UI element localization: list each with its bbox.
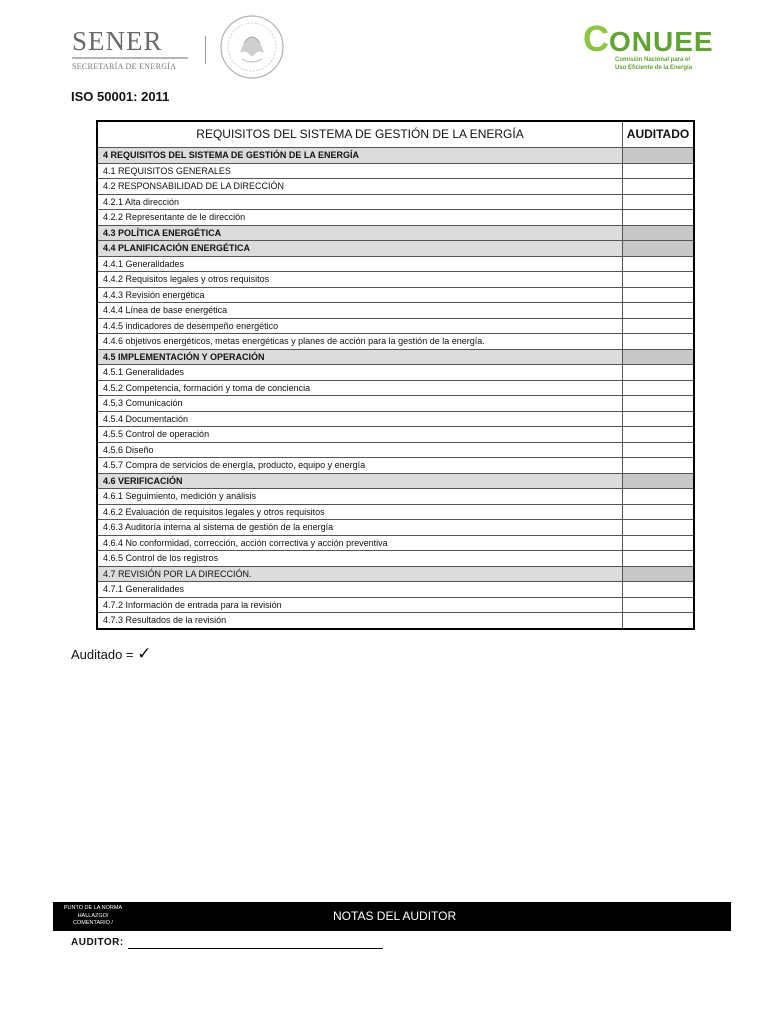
sener-name: SENER: [72, 26, 163, 56]
audited-cell[interactable]: [622, 427, 693, 442]
audited-cell[interactable]: [622, 567, 693, 582]
audited-cell[interactable]: [622, 241, 693, 256]
table-row: [98, 426, 693, 442]
audited-cell[interactable]: [622, 489, 693, 504]
sener-logo: [72, 26, 188, 71]
notes-left-line3: COMENTARIO /: [73, 920, 113, 926]
requirement-text: 4.6.3 Auditoría interna al sistema de gestión de la energía: [103, 522, 334, 532]
requirement-text: 4.3 POLÍTICA ENERGÉTICA: [98, 226, 622, 241]
audited-cell[interactable]: [622, 350, 693, 365]
mexican-eagle-seal-icon: [218, 13, 286, 81]
table-row: [98, 581, 693, 597]
audited-cell[interactable]: [622, 443, 693, 458]
requirement-text: 4.6.4 No conformidad, corrección, acción correctiva y acción preventiva: [103, 537, 388, 548]
requirement-text: 4.5 IMPLEMENTACIÓN Y OPERACIÓN: [98, 350, 622, 365]
conuee-subtitle: [615, 56, 692, 72]
notes-left-line1: PUNTO DE LA NORMA: [63, 905, 123, 911]
table-row: [98, 333, 693, 349]
table-row: [98, 271, 693, 287]
audited-cell[interactable]: [622, 195, 693, 210]
audited-legend: [71, 644, 151, 664]
conuee-initial: C: [583, 18, 609, 59]
requirement-text: 4.5.7 Compra de servicios de energía, producto, equipo y energía: [103, 460, 366, 470]
requirement-text: 4.7 REVISIÓN POR LA DIRECCIÓN.: [98, 567, 622, 582]
requirement-text: 4.4.4 Línea de base energética: [103, 305, 228, 315]
table-row: [98, 380, 693, 396]
auditor-notes-bar: [53, 902, 731, 931]
audited-cell[interactable]: [622, 226, 693, 241]
audited-cell[interactable]: [622, 210, 693, 225]
audited-cell[interactable]: [622, 458, 693, 473]
audited-cell[interactable]: [622, 536, 693, 551]
requirement-text: 4.2.2 Representante de le dirección: [103, 212, 246, 222]
requirement-text: 4.6.2 Evaluación de requisitos legales y otros requisitos: [103, 506, 325, 517]
table-row: [98, 550, 693, 566]
requirement-text: 4.2 RESPONSABILIDAD DE LA DIRECCIÓN: [103, 181, 285, 191]
table-row: [98, 194, 693, 210]
sener-subtitle: SECRETARÍA DE ENERGÍA: [72, 62, 177, 71]
table-row: [98, 302, 693, 318]
iso-standard-label: ISO 50001: 2011: [71, 89, 170, 104]
checkmark-icon: ✓: [137, 644, 152, 663]
table-row: [98, 519, 693, 535]
header-requirements: REQUISITOS DEL SISTEMA DE GESTIÓN DE LA ENERGÍA: [196, 127, 524, 141]
table-row: [98, 473, 693, 489]
notes-title: NOTAS DEL AUDITOR: [333, 909, 457, 923]
auditor-label: AUDITOR:: [71, 937, 124, 948]
audited-cell[interactable]: [622, 396, 693, 411]
requirement-text: 4.4 PLANIFICACIÓN ENERGÉTICA: [98, 241, 622, 256]
audited-cell[interactable]: [622, 272, 693, 287]
audited-cell[interactable]: [622, 412, 693, 427]
conuee-rest: ONUEE: [609, 26, 714, 57]
audited-cell[interactable]: [622, 551, 693, 566]
table-row: [98, 240, 693, 256]
audited-cell[interactable]: [622, 381, 693, 396]
audited-cell[interactable]: [622, 520, 693, 535]
requirements-table: [96, 120, 695, 630]
requirement-text: 4.6 VERIFICACIÓN: [98, 474, 622, 489]
header-audited: AUDITADO: [622, 122, 693, 147]
audited-cell[interactable]: [622, 288, 693, 303]
table-row: [98, 349, 693, 365]
requirement-text: 4 REQUISITOS DEL SISTEMA DE GESTIÓN DE LA ENERGÍA: [98, 148, 622, 163]
requirement-text: 4.7.3 Resultados de la revisión: [103, 615, 227, 625]
audited-cell[interactable]: [622, 319, 693, 334]
requirement-text: 4.2.1 Alta dirección: [103, 196, 180, 207]
table-row: [98, 566, 693, 582]
table-header-row: [98, 122, 693, 147]
table-row: [98, 178, 693, 194]
audited-cell[interactable]: [622, 148, 693, 163]
audited-cell[interactable]: [622, 164, 693, 179]
auditor-signature-line[interactable]: [128, 948, 383, 949]
audited-cell[interactable]: [622, 505, 693, 520]
document-header: [0, 0, 768, 95]
requirement-text: 4.5.6 Diseño: [103, 444, 154, 455]
table-row: [98, 147, 693, 163]
table-row: [98, 442, 693, 458]
table-row: [98, 504, 693, 520]
table-row: [98, 209, 693, 225]
audited-cell[interactable]: [622, 598, 693, 613]
requirement-text: 4.4.2 Requisitos legales y otros requisitos: [103, 274, 270, 284]
table-row: [98, 597, 693, 613]
audited-cell[interactable]: [622, 303, 693, 318]
table-row: [98, 411, 693, 427]
requirement-text: 4.7.2 Información de entrada para la revisión: [103, 599, 282, 610]
requirement-text: 4.5.4 Documentación: [103, 413, 189, 424]
conuee-logo: [583, 18, 714, 71]
table-row: [98, 318, 693, 334]
requirement-text: 4.1 REQUISITOS GENERALES: [103, 165, 231, 176]
notes-left-line2: HALLAZGO/: [77, 912, 109, 919]
sener-divider: [72, 57, 188, 59]
table-row: [98, 535, 693, 551]
requirement-text: 4.5.2 Competencia, formación y toma de conciencia: [103, 382, 311, 393]
table-row: [98, 163, 693, 179]
requirement-text: 4.4.5 indicadores de desempeño energético: [103, 320, 279, 331]
table-row: [98, 395, 693, 411]
requirement-text: 4.6.1 Seguimiento, medición y análisis: [103, 491, 257, 501]
table-row: [98, 287, 693, 303]
audited-cell[interactable]: [622, 365, 693, 380]
requirement-text: 4.4.1 Generalidades: [103, 258, 185, 269]
audited-cell[interactable]: [622, 582, 693, 597]
table-row: [98, 488, 693, 504]
table-row: [98, 256, 693, 272]
requirement-text: 4.6.5 Control de los registros: [103, 553, 219, 563]
audited-cell[interactable]: [622, 474, 693, 489]
legend-label: Auditado =: [71, 647, 138, 662]
requirement-text: 4.4.6 objetivos energéticos, metas energéticas y planes de acción para la gestión de la energía.: [103, 336, 485, 346]
requirement-text: 4.5.5 Control de operación: [103, 429, 210, 439]
table-row: [98, 225, 693, 241]
requirement-text: 4.5.1 Generalidades: [103, 367, 185, 377]
audited-cell[interactable]: [622, 179, 693, 194]
table-row: [98, 457, 693, 473]
audited-cell[interactable]: [622, 334, 693, 349]
requirement-text: 4.5.3 Comunicación: [103, 398, 183, 408]
conuee-subtitle-line2: Uso Eficiente de la Energía: [615, 65, 693, 71]
audited-cell[interactable]: [622, 613, 693, 628]
requirement-text: 4.7.1 Generalidades: [103, 584, 185, 594]
conuee-subtitle-line1: Comisión Nacional para el: [615, 57, 691, 63]
logo-separator: [205, 36, 206, 64]
table-row: [98, 364, 693, 380]
requirement-text: 4.4.3 Revisión energética: [103, 289, 205, 300]
notes-left-labels: [58, 905, 128, 928]
audited-cell[interactable]: [622, 257, 693, 272]
table-row: [98, 612, 693, 628]
